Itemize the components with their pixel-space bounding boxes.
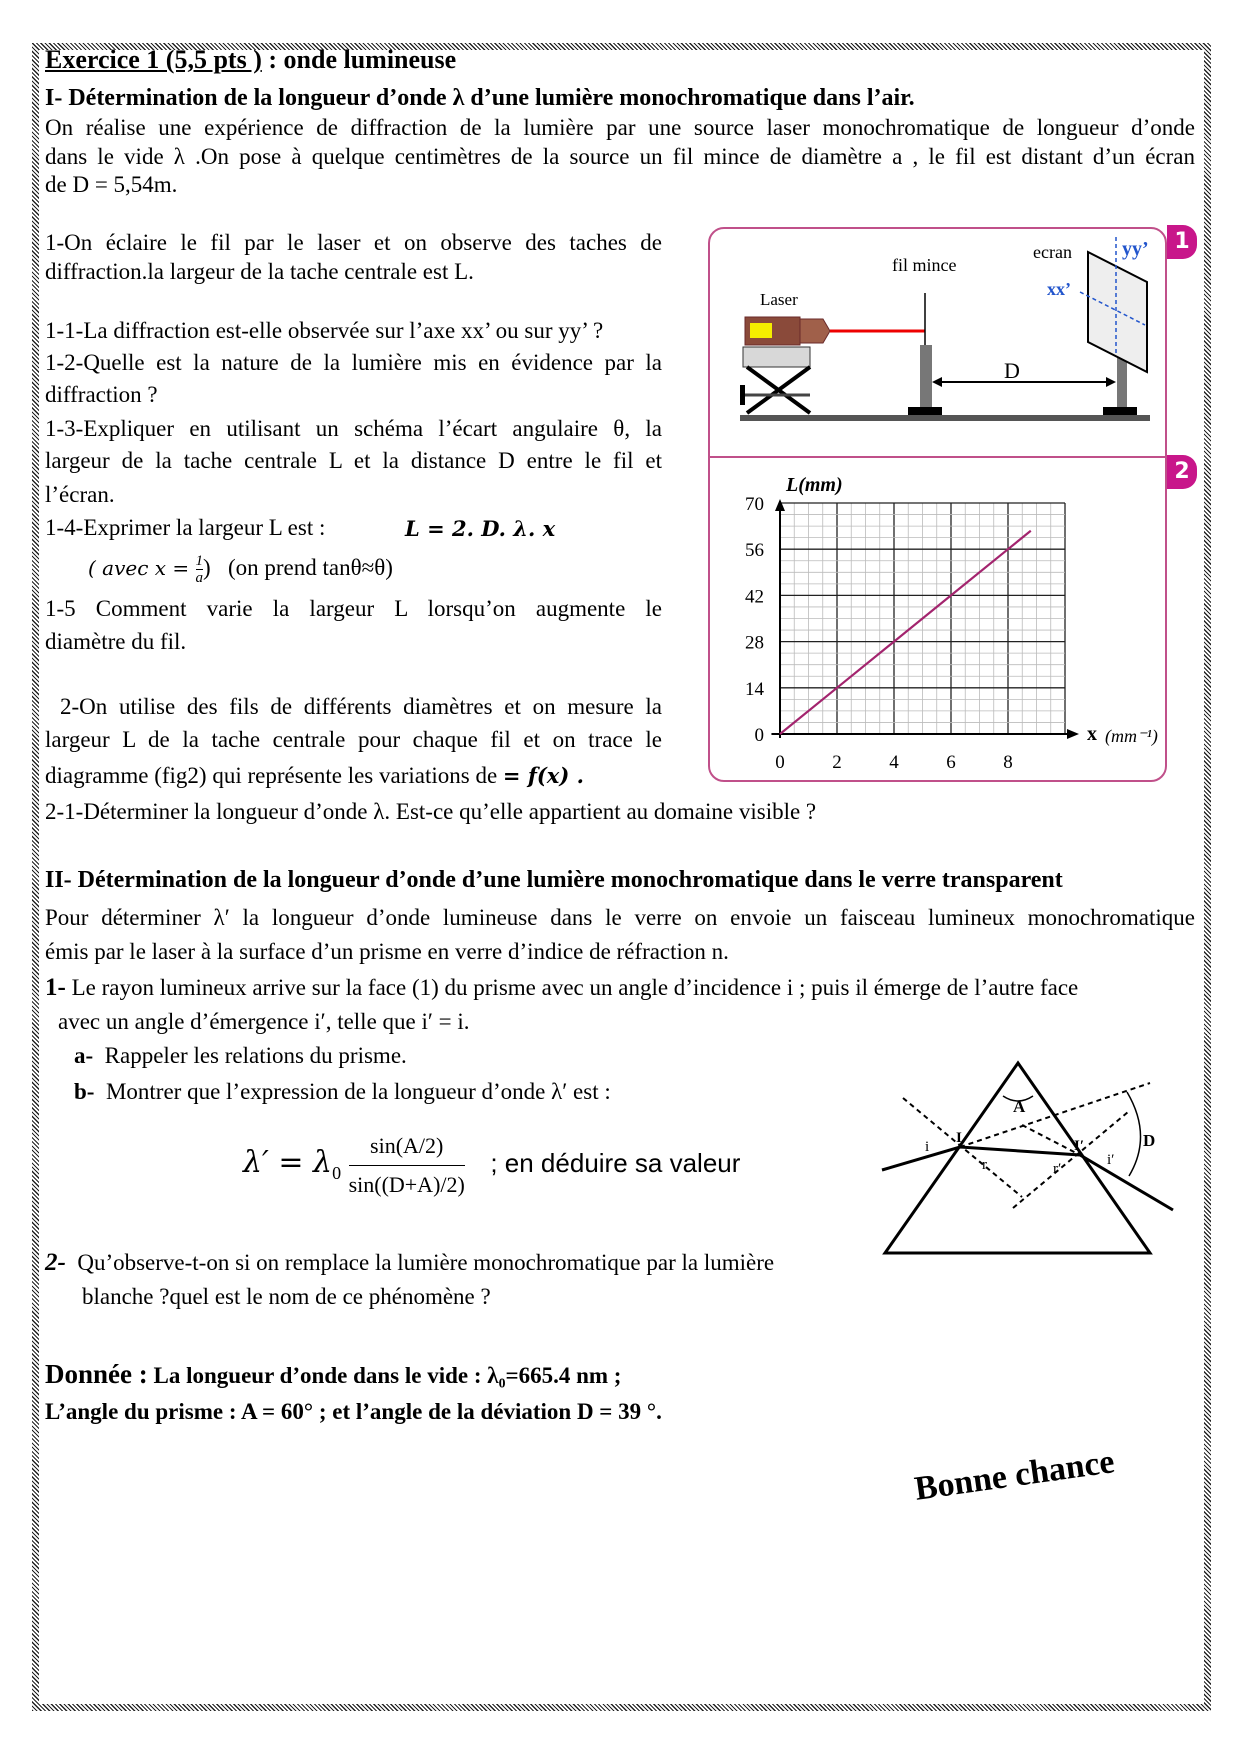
x-tick-label: 0 <box>775 752 785 773</box>
x-axis-arrow <box>1067 729 1079 739</box>
laser-icon <box>740 317 830 413</box>
formula-lhs: λ′ = λ <box>243 1145 333 1180</box>
y-axis-label: L(mm) <box>786 474 843 496</box>
formula-numerator: sin(A/2) <box>349 1127 465 1166</box>
question-1: diffraction.la largeur de la tache centrale est L. <box>45 259 474 284</box>
screen <box>1088 252 1147 372</box>
distance-label: D <box>1004 358 1020 383</box>
part2-question-1: avec un angle d’émergence i′, telle que i′ = i. <box>58 1009 470 1034</box>
question-text: Qu’observe-t-on si on remplace la lumière monochromatique par la lumière <box>77 1250 775 1275</box>
intro-line: dans le vide λ .On pose à quelque centimètres de la source un fil mince de diamètre a , le fil est distant d’un écran <box>45 144 1195 169</box>
numerator: 1 <box>195 553 204 569</box>
part2-heading: II- Détermination de la longueur d’onde d’une lumière monochromatique dans le verre transparent <box>45 867 1063 893</box>
angle-i-prime-label: i′ <box>1107 1152 1115 1168</box>
approximation-note: (on prend tanθ≈θ) <box>227 554 393 580</box>
xx-label: xx’ <box>1047 279 1071 299</box>
question-1-1: 1-1-La diffraction est-elle observée sur l’axe xx’ ou sur yy’ ? <box>45 318 604 343</box>
denominator: a <box>195 570 204 586</box>
apex-angle-label: A <box>1013 1097 1026 1116</box>
question-number: 1- <box>45 974 66 1001</box>
question-1-5: diamètre du fil. <box>45 629 187 654</box>
formula-L: L = 2. D. λ. x <box>405 516 556 541</box>
series-line <box>780 531 1031 734</box>
part2-question-2: blanche ?quel est le nom de ce phénomène ? <box>82 1284 491 1309</box>
angle-i-label: i <box>925 1139 930 1155</box>
diffraction-setup-diagram <box>708 227 1167 456</box>
formula-tail: ; en déduire sa valeur <box>490 1148 741 1178</box>
y-axis-arrow <box>775 499 785 511</box>
figure-2-badge: 2 <box>1167 455 1197 489</box>
bench <box>740 415 1150 421</box>
question-1-5: 1-5 Comment varie la largeur L lorsqu’on augmente le <box>45 596 662 621</box>
wire-label: fil mince <box>892 255 957 275</box>
closing-message: Bonne chance <box>912 1443 1117 1508</box>
formula-subscript: 0 <box>332 1163 342 1183</box>
part2-question-2 <box>45 1249 774 1277</box>
given-label: Donnée : <box>45 1359 148 1389</box>
screen-label: ecran <box>1033 242 1072 262</box>
y-tick-label: 14 <box>745 678 764 700</box>
question-1-2: 1-2-Quelle est la nature de la lumière mis en évidence par la <box>45 350 662 375</box>
lambda-prime-formula <box>243 1118 740 1208</box>
yy-label: yy’ <box>1122 238 1149 260</box>
y-tick-label: 42 <box>745 586 764 608</box>
exercise-topic: : onde lumineuse <box>261 45 457 74</box>
x-axis-unit: (mm⁻¹) <box>1105 726 1158 746</box>
intro-line: de D = 5,54m. <box>45 172 178 197</box>
question-1-4: 1-4-Exprimer la largeur L est : <box>45 515 326 540</box>
part2-question-1 <box>45 974 1078 1002</box>
x-tick-label: 2 <box>832 752 842 773</box>
figure-1-badge: 1 <box>1167 225 1197 259</box>
formula-denominator: sin((D+A)/2) <box>348 1171 465 1197</box>
part2-intro: Pour déterminer λ′ la longueur d’onde lumineuse dans le verre on envoie un faisceau lumineux monochromatique <box>45 905 1195 930</box>
question-1-3: largeur de la tache centrale L et la distance D entre le fil et <box>45 448 662 473</box>
light-ray <box>882 1147 1173 1210</box>
question-text: Le rayon lumineux arrive sur la face (1) du prisme avec un angle d’incidence i ; puis il émerge de l’autre face <box>71 975 1079 1000</box>
part1-heading: I- Détermination de la longueur d’onde λ d’une lumière monochromatique dans l’air. <box>45 85 915 111</box>
question-2-1: 2-1-Déterminer la longueur d’onde λ. Est-ce qu’elle appartient au domaine visible ? <box>45 799 817 824</box>
deviation-label: D <box>1143 1131 1156 1150</box>
point-I-prime-label: I′ <box>1074 1138 1085 1154</box>
y-tick-label: 28 <box>745 632 764 654</box>
wire-post <box>920 345 932 407</box>
x-axis-label: x <box>1087 723 1097 745</box>
laser-label: Laser <box>760 290 798 309</box>
question-b <box>74 1078 611 1106</box>
exercise-number: Exercice 1 (5,5 pts ) <box>45 45 262 74</box>
question-a-text: Rappeler les relations du prisme. <box>104 1043 407 1068</box>
part2-intro: émis par le laser à la surface d’un prisme en verre d’indice de réfraction n. <box>45 939 729 964</box>
question-2-text: diagramme (fig2) qui représente les variations de <box>45 763 498 788</box>
given-data <box>45 1360 621 1390</box>
label-b: b- <box>74 1079 95 1104</box>
question-number: 2- <box>45 1249 66 1276</box>
y-tick-label: 0 <box>754 725 764 746</box>
label-a: a- <box>74 1043 94 1068</box>
exercise-title <box>45 46 456 74</box>
formula-fraction <box>349 1127 465 1204</box>
y-tick-label: 70 <box>745 494 764 515</box>
question-b-text: Montrer que l’expression de la longueur d’onde λ′ est : <box>105 1079 611 1104</box>
avec-text: ( avec x = <box>88 555 196 580</box>
chart-L-vs-x <box>708 456 1167 782</box>
given-angles: L’angle du prisme : A = 60° ; et l’angle de la déviation D = 39 °. <box>45 1399 662 1424</box>
question-1-3: l’écran. <box>45 482 115 507</box>
formula-f-x: = f(x) . <box>502 763 584 788</box>
formula-x: ( avec x = $\frac{1}{a}$ ) (on prend tanθ≈θ) <box>88 553 393 586</box>
question-2: largeur L de la tache centrale pour chaque fil et on trace le <box>45 727 662 752</box>
angle-r-label: r <box>982 1157 987 1173</box>
x-tick-label: 6 <box>946 752 956 773</box>
question-1-3: 1-3-Expliquer en utilisant un schéma l’écart angulaire θ, la <box>45 416 662 441</box>
y-tick-label: 56 <box>745 540 764 562</box>
prism-diagram <box>877 1056 1178 1257</box>
question-2 <box>45 762 584 790</box>
intro-line: On réalise une expérience de diffraction de la lumière par une source laser monochromatique de longueur d’onde <box>45 115 1195 140</box>
x-tick-label: 8 <box>1003 752 1013 773</box>
question-a <box>74 1042 407 1070</box>
given-wavelength: La longueur d’onde dans le vide : λ₀=665.4 nm ; <box>153 1363 622 1388</box>
angle-r-prime-label: r′ <box>1053 1161 1062 1177</box>
question-1-2: diffraction ? <box>45 382 158 407</box>
question-2: 2-On utilise des fils de différents diamètres et on mesure la <box>60 694 662 719</box>
question-1: 1-On éclaire le fil par le laser et on observe des taches de <box>45 230 662 255</box>
fraction <box>196 553 204 586</box>
x-tick-label: 4 <box>889 752 899 773</box>
point-I-label: I <box>956 1130 962 1146</box>
